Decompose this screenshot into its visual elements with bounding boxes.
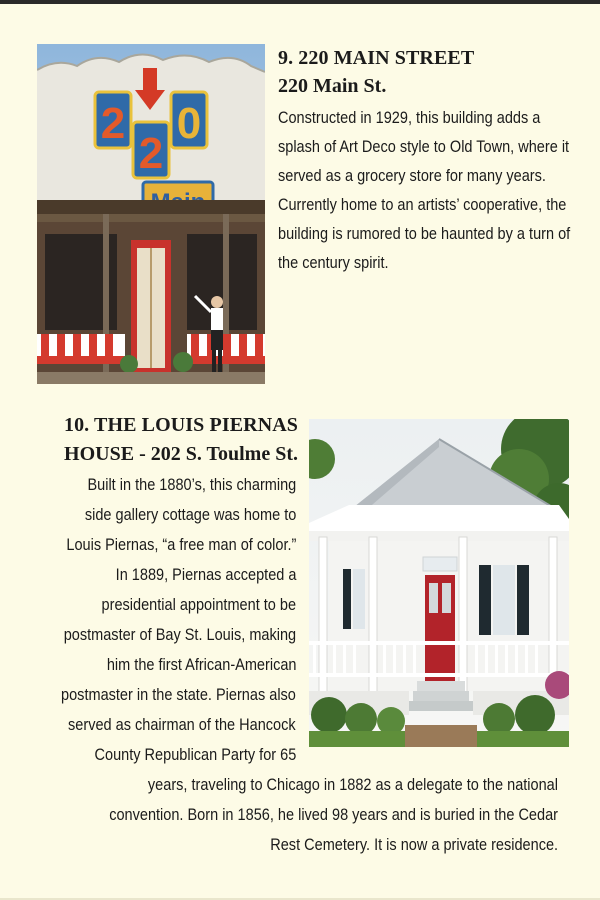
entry-9-text — [278, 44, 574, 278]
brochure-page — [0, 4, 600, 900]
entry-10-line: postmaster in the state. Piernas also — [61, 686, 296, 704]
striped-bench-right — [187, 334, 265, 364]
entry-10-address: HOUSE - 202 S. Toulme St. — [64, 443, 298, 465]
photo-220-main-street — [37, 44, 265, 384]
entry-9-title: 9. 220 MAIN STREET — [278, 47, 475, 69]
entry-10-line: served as chairman of the Hancock — [68, 716, 296, 734]
entry-10-line: side gallery cottage was home to — [84, 506, 296, 524]
entry-9-description: Constructed in 1929, this building adds a splash of Art Deco style to Old Town, where it served as a grocery store for many years. Currently home to an artists’ cooperative, the building is rumored to be haunted by a turn of the century spirit. — [278, 109, 571, 272]
entry-10-line: Rest Cemetery. It is now a private residence. — [270, 836, 558, 854]
entry-10-line: Louis Piernas, “a free man of color.” — [65, 536, 296, 554]
svg-text:2: 2 — [138, 129, 164, 178]
photo-louis-piernas-house — [309, 419, 569, 747]
entry-10-heading — [40, 411, 298, 469]
entry-10-line: convention. Born in 1856, he lived 98 years and is buried in the Cedar — [109, 806, 558, 824]
entry-10-line: him the first African-American — [106, 656, 296, 674]
entry-10-line: Built in the 1880’s, this charming — [87, 476, 296, 494]
entry-10-line: presidential appointment to be — [101, 596, 296, 614]
sign-digit-0-right — [171, 92, 207, 148]
entry-10-line: years, traveling to Chicago in 1882 as a delegate to the national — [147, 776, 558, 794]
striped-bench-left — [37, 334, 125, 364]
entry-10-line: County Republican Party for 65 — [94, 746, 296, 764]
svg-text:0: 0 — [176, 99, 202, 148]
entry-9-address: 220 Main St. — [278, 75, 387, 97]
svg-text:2: 2 — [100, 99, 126, 148]
sign-digit-2-left — [95, 92, 131, 148]
storefront-illustration — [37, 44, 265, 384]
sign-digit-2-center — [133, 122, 169, 178]
entry-10-line: postmaster of Bay St. Louis, making — [63, 626, 296, 644]
cottage-illustration — [309, 419, 569, 747]
entry-10-line: In 1889, Piernas accepted a — [115, 566, 296, 584]
red-front-door — [423, 557, 457, 681]
entry-10-title: 10. THE LOUIS PIERNAS — [63, 414, 298, 436]
